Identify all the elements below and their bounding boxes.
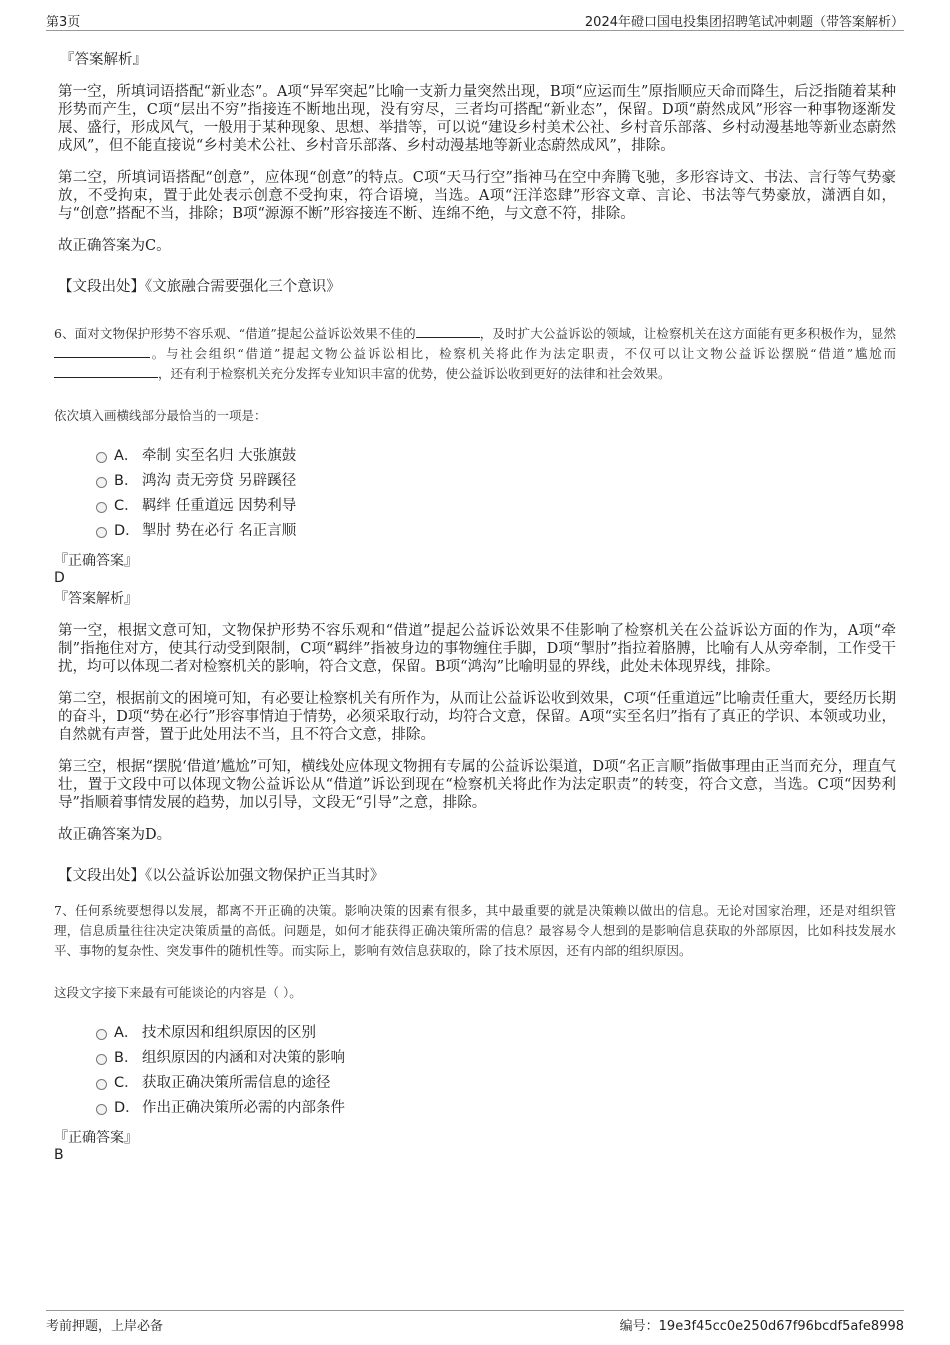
q7-answer: B [54,1147,64,1163]
q6-blank-2 [54,344,150,358]
radio-icon[interactable] [96,527,107,538]
q6-analysis-p2: 第二空，根据前文的困境可知，有必要让检察机关有所作为，从而让公益诉讼收到效果，C项“任重道远”比喻责任重大，要经历长期的奋斗，D项“势在必行”形容事情迫于情势，必须采取行动，均符合文意，保留。A项“实至名归”指有了真正的学识、本领或功业，自然就有声誉，置于此处用法不当，且不符合文意，排除。 [58,691,896,743]
q6-text-d: ，还有利于检察机关充分发挥专业知识丰富的优势，使公益诉讼收到更好的法律和社会效果。 [158,366,671,381]
page-header [46,8,904,31]
page-content [56,40,896,1163]
radio-icon[interactable] [96,1054,107,1065]
q6-option-d[interactable]: D． 掣肘 势在必行 名正言顺 [96,519,896,544]
q5-source: 【文段出处】《文旅融合需要强化三个意识》 [58,279,341,295]
radio-icon[interactable] [96,502,107,513]
q7-question: 7、任何系统要想得以发展，都离不开正确的决策。影响决策的因素有很多，其中最重要的就是决策赖以做出的信息。无论对国家治理，还是对组织管理，信息质量往往决定决策质量的高低。问题是，如何才能获得正确决策所需的信息？最容易令人想到的是影响信息获取的外部原因，比如科技发展水平、事物的复杂性、突发事件的随机性等。而实际上，影响有效信息获取的，除了技术原因，还有内部的组织原因。 [54,903,896,958]
q7-option-a[interactable]: A． 技术原因和组织原因的区别 [96,1021,896,1046]
q7-option-b[interactable]: B． 组织原因的内涵和对决策的影响 [96,1046,896,1071]
q6-analysis-label: 『答案解析』 [54,591,138,607]
q6-option-c[interactable]: C． 羁绊 任重道远 因势利导 [96,494,896,519]
q7-option-d[interactable]: D． 作出正确决策所必需的内部条件 [96,1096,896,1121]
q5-analysis-label: 『答案解析』 [60,52,147,68]
q6-blank-1 [416,324,480,338]
q6-options [96,444,896,544]
radio-icon[interactable] [96,1029,107,1040]
document-title: 2024年磴口国电投集团招聘笔试冲刺题（带答案解析） [584,15,904,30]
q5-analysis-p1: 第一空，所填词语搭配“新业态”。A项“异军突起”比喻一支新力量突然出现，B项“应运而生”原指顺应天命而降生，后泛指随着某种形势而产生，C项“层出不穷”指接连不断地出现，没有穷尽，三者均可搭配“新业态”，保留。D项“蔚然成风”形容一种事物逐渐发展、盛行，形成风气，一般用于某种现象、思想、举措等，可以说“建设乡村美术公社、乡村音乐部落、乡村动漫基地等新业态蔚然成风”，但不能直接说“乡村美术公社、乡村音乐部落、乡村动漫基地等新业态蔚然成风”，排除。 [58,84,896,154]
q6-answer-label: 『正确答案』 [54,553,138,569]
q6-text-a: 6、面对文物保护形势不容乐观、“借道”提起公益诉讼效果不佳的 [54,326,416,341]
q6-blank-3 [54,364,158,378]
q6-conclusion: 故正确答案为D。 [58,827,172,843]
q6-text-c: 。与社会组织“借道”提起文物公益诉讼相比，检察机关将此作为法定职责，不仅可以让文物公益诉讼摆脱“借道”尴尬而 [150,346,896,361]
radio-icon[interactable] [96,477,107,488]
q6-source: 【文段出处】《以公益诉讼加强文物保护正当其时》 [58,868,385,884]
q6-prompt: 依次填入画横线部分最恰当的一项是： [54,408,267,423]
q6-text-b: ，及时扩大公益诉讼的领域，让检察机关在这方面能有更多积极作为，显然 [479,326,896,341]
radio-icon[interactable] [96,1079,107,1090]
page-number: 第3页 [46,15,81,30]
q6-analysis-p3: 第三空，根据“摆脱‘借道’尴尬”可知，横线处应体现文物拥有专属的公益诉讼渠道，D项“名正言顺”指做事理由正当而充分，理直气壮，置于文段中可以体现文物公益诉讼从“借道”诉讼到现在“检察机关将此作为法定职责”的转变，符合文意，当选。C项“因势利导”指顺着事情发展的趋势，加以引导，文段无“引导”之意，排除。 [58,759,896,811]
q7-answer-label: 『正确答案』 [54,1130,138,1146]
radio-icon[interactable] [96,1104,107,1115]
q6-analysis-p1: 第一空，根据文意可知，文物保护形势不容乐观和“借道”提起公益诉讼效果不佳影响了检察机关在公益诉讼方面的作为，A项“牵制”指拖住对方，使其行动受到限制，C项“羁绊”指被身边的事物缠住手脚，D项“掣肘”指拉着胳膊，比喻有人从旁牵制，工作受干扰，均可以体现二者对检察机关的影响，符合文意，保留。B项“鸿沟”比喻明显的界线，此处未体现界线，排除。 [58,623,896,675]
page-footer [46,1310,904,1335]
q7-prompt: 这段文字接下来最有可能谈论的内容是（ ）。 [54,985,302,1000]
q6-option-a[interactable]: A． 牵制 实至名归 大张旗鼓 [96,444,896,469]
q5-conclusion: 故正确答案为C。 [58,238,171,254]
q6-question [54,324,896,384]
q5-analysis-p2: 第二空，所填词语搭配“创意”，应体现“创意”的特点。C项“天马行空”指神马在空中奔腾飞驰，多形容诗文、书法、言行等气势豪放，不受拘束，置于此处表示创意不受拘束，符合语境，当选。A项“汪洋恣肆”形容文章、言论、书法等气势豪放，潇洒自如，与“创意”搭配不当，排除；B项“源源不断”形容接连不断、连绵不绝，与文意不符，排除。 [58,170,896,222]
q6-option-b[interactable]: B． 鸿沟 责无旁贷 另辟蹊径 [96,469,896,494]
radio-icon[interactable] [96,452,107,463]
document-code: 编号：19e3f45cc0e250d67f96bcdf5afe8998 [619,1319,904,1334]
q6-answer: D [54,570,65,586]
q7-options [96,1021,896,1121]
q7-option-c[interactable]: C． 获取正确决策所需信息的途径 [96,1071,896,1096]
footer-slogan: 考前押题，上岸必备 [46,1319,164,1334]
